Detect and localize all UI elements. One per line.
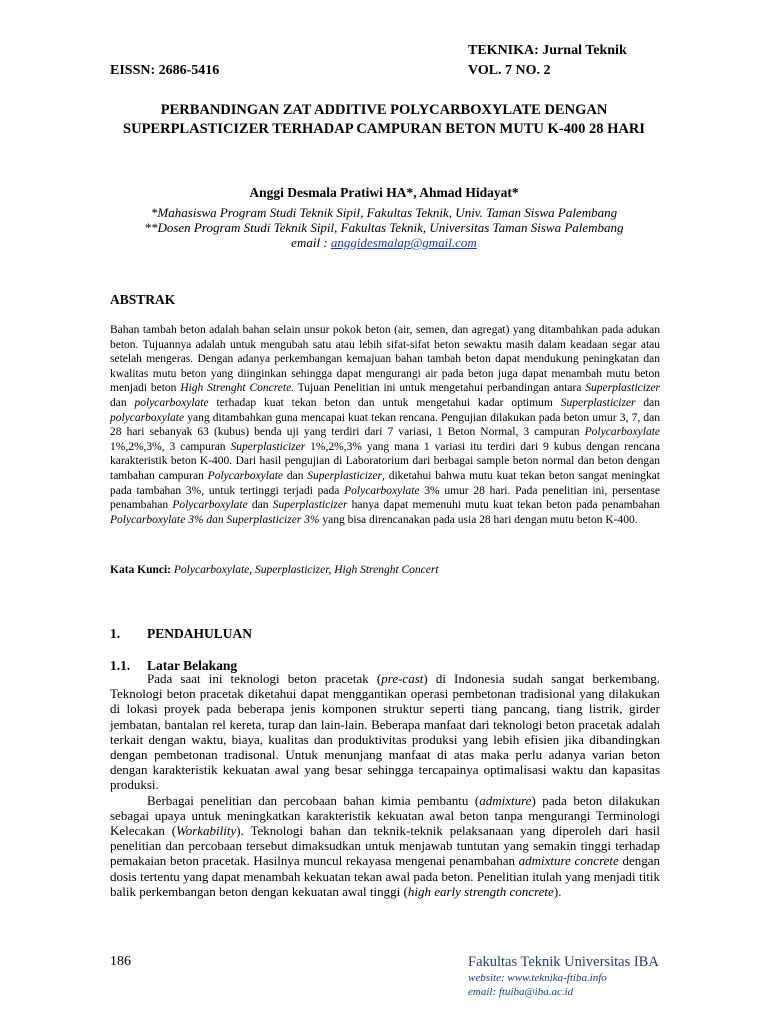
section-title: PENDAHULUAN [147,626,253,641]
keywords [110,564,439,576]
subsection-title: Latar Belakang [147,658,238,673]
section-number: 1. [110,626,121,641]
footer-website[interactable]: website: www.teknika-ftiba.info [468,972,607,984]
body-text [110,671,660,899]
abstract-text: Bahan tambah beton adalah bahan selain unsur pokok beton (air, semen, dan agregat) yang ditambahkan pada adukan beton. Tujuannya adalah untuk mengubah satu atau lebih sifat-sifat beton sewaktu masih dalam keadaan segar atau setelah mengeras. Dengan adanya perkembangan kemajuan bahan tambah beton dapat mendukung peningkatan dan kwalitas mutu beton yang diinginkan sehingga dapat mengurangi air pada beton juga dapat menambah mutu beton menjadi beton High Strenght Concrete. Tujuan Penelitian ini untuk mengetahui perbandingan antara Superplasticizer dan polycarboxylate terhadap kuat tekan beton dan untuk mengetahui kadar optimum Superplasticizer dan polycarboxylate yang ditambahkan guna mencapai kuat tekan rencana. Pengujian dilakukan pada beton umur 3, 7, dan 28 hari sebanyak 63 (kubus) benda uji yang terdiri dari 7 variasi, 1 Beton Normal, 3 campuran Polycarboxylate 1%,2%,3%, 3 campuran Superplasticizer 1%,2%,3% yang mana 1 variasi itu terdiri dari 9 kubus dengan rencana karakteristik beton K-400. Dari hasil pengujian di Laboratorium dari berbagai sample beton normal dan beton dengan tambahan campuran Polycarboxylate dan Superplasticizer, diketahui bahwa mutu kuat tekan beton sangat meningkat pada tambahan 3%, untuk tertinggi terjadi pada Polycarboxylate 3% umur 28 hari. Pada penelitian ini, persentase penambahan Polycarboxylate dan Superplasticizer hanya dapat memenuhi mutu kuat tekan beton pada penambahan Polycarboxylate 3% dan Superplasticizer 3% yang bisa direncanakan pada usia 28 hari dengan mutu beton K-400. [110,324,661,526]
page-number: 186 [110,954,131,969]
eissn: EISSN: 2686-5416 [110,63,220,78]
subsection-number: 1.1. [110,658,131,673]
affiliation-1: *Mahasiswa Program Studi Teknik Sipil, Fakultas Teknik, Univ. Taman Siswa Palembang [150,205,618,220]
paragraph-2: Berbagai penelitian dan percobaan bahan kimia pembantu (admixture) pada beton dilakukan sebagai upaya untuk meningkatkan karakteristik kekuatan awal beton tanpa mengurangi Terminologi Kelecakan (Workability). Teknologi bahan dan teknik-teknik pelaksanaan yang diperoleh dari hasil penelitian dan percobaan tersebut dimaksudkan untuk menjawab tuntutan yang semakin tinggi terhadap pemakaian beton pracetak. Hasilnya muncul rekayasa mengenai penambahan admixture concrete dengan dosis tertentu yang dapat menambah kekuatan tekan awal pada beton. Penelitian itulah yang menjadi titik balik perkembangan beton dengan kekuatan awal tinggi (high early strength concrete). [110,792,661,899]
footer-email[interactable]: email: ftuiba@iba.ac.id [468,986,574,998]
email-line [0,235,768,251]
abstract-heading: ABSTRAK [110,292,176,307]
footer-institution: Fakultas Teknik Universitas IBA [468,954,659,970]
email-label: email : [291,235,328,250]
authors: Anggi Desmala Pratiwi HA*, Ahmad Hidayat* [249,185,519,200]
keywords-label: Kata Kunci: [110,564,172,576]
journal-name: TEKNIKA: Jurnal Teknik [468,43,627,58]
volume-issue: VOL. 7 NO. 2 [468,63,551,78]
affiliation-2: **Dosen Program Studi Teknik Sipil, Fakultas Teknik, Universitas Taman Siswa Palembang [144,220,624,235]
email-link[interactable]: anggidesmalap@gmail.com [330,235,477,250]
keywords-text: Polycarboxylate, Superplasticizer, High Strenght Concert [173,564,439,576]
paper-title: PERBANDINGAN ZAT ADDITIVE POLYCARBOXYLATE DENGAN SUPERPLASTICIZER TERHADAP CAMPURAN BETON MUTU K-400 28 HARI [123,102,645,137]
paragraph-1: Pada saat ini teknologi beton pracetak (pre-cast) di Indonesia sudah sangat berkembang. Teknologi beton pracetak diketahui dapat menggantikan operasi pembetonan tradisional yang dilakukan di lokasi proyek pada beberapa jenis komponen struktur seperti tiang pancang, tiang listrik, girder jembatan, bantalan rel kereta, turap dan lain-lain. Beberapa manfaat dari teknologi beton pracetak adalah terkait dengan waktu, biaya, kualitas dan produktivitas produksi yang lebih efisien jika dibandingkan dengan pembetonan tradisonal. Untuk menunjang manfaat di atas maka perlu adanya varian beton dengan karakteristik kekuatan awal yang besar sehingga tercapainya optimalisasi waktu dan kapasitas produksi. [110,671,660,793]
